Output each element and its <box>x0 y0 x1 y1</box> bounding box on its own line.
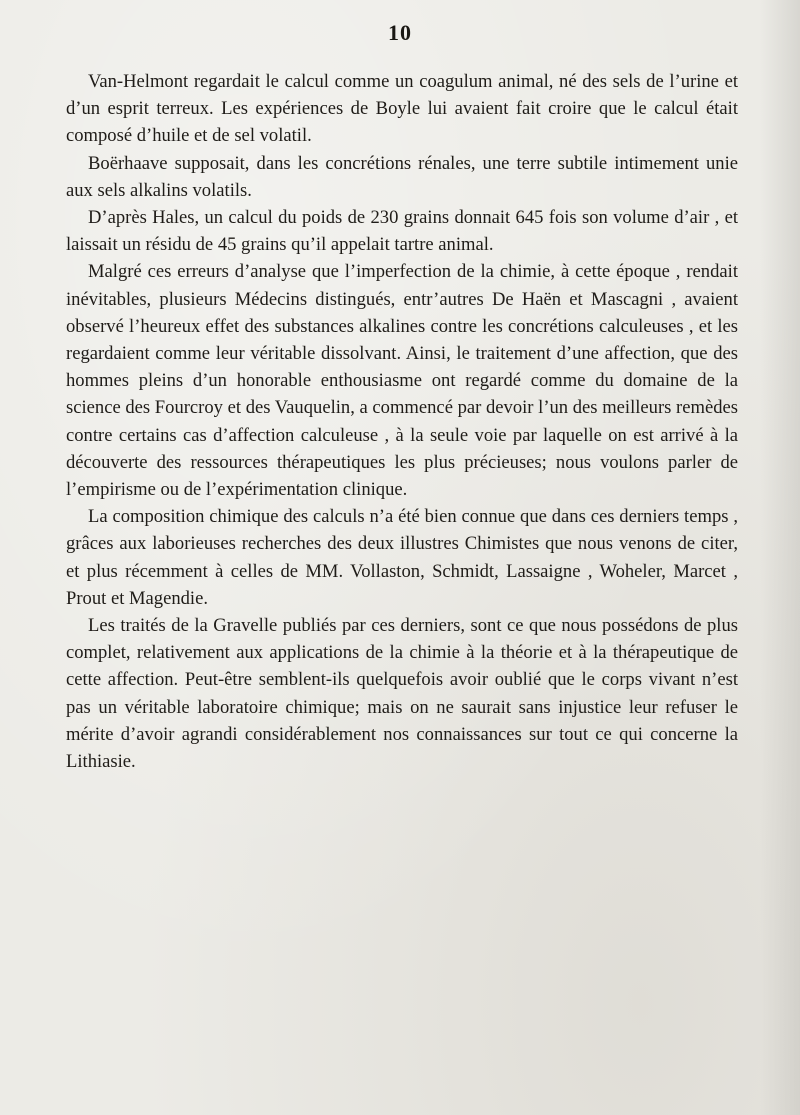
body-text <box>66 68 738 775</box>
paragraph-composition: La composition chimique des calculs n’a été bien connue que dans ces derniers temps , grâces aux laborieuses recherches des deux illustres Chimistes que nous venons de citer, et plus récemment à celles de MM. Vollaston, Schmidt, Lassaigne , Woheler, Marcet , Prout et Magendie. <box>66 506 738 609</box>
paragraph-boerhaave: Boërhaave supposait, dans les concrétions rénales, une terre subtile intimement unie aux sels alkalins volatils. <box>66 152 738 201</box>
paragraph-hales: D’après Hales, un calcul du poids de 230 grains donnait 645 fois son volume d’air , et laissait un résidu de 45 grains qu’il appelait tartre animal. <box>66 207 738 256</box>
paragraph-van-helmont: Van-Helmont regardait le calcul comme un coagulum animal, né des sels de l’urine et d’un esprit terreux. Les expériences de Boyle lui avaient fait croire que le calcul était composé d’huile et de sel volatil. <box>66 71 738 147</box>
page-number: 10 <box>388 20 412 45</box>
paragraph-malgre: Malgré ces erreurs d’analyse que l’imperfection de la chimie, à cette époque , rendait inévitables, plusieurs Médecins distingués, entr’autres De Haën et Mascagni , avaient observé l’heureux effet des substances alkalines contre les concrétions calculeuses , et les regardaient comme leur véritable dissolvant. Ainsi, le traitement d’une affection, que des hommes pleins d’un honorable enthousiasme ont regardé comme du domaine de la science des Fourcroy et des Vauquelin, a commencé par devoir l’un des meilleurs remèdes contre certains cas d’affection calculeuse , à la seule voie par laquelle on est arrivé à la découverte des ressources thérapeutiques les plus précieuses; nous voulons parler de l’empirisme ou de l’expérimentation clinique. <box>66 261 738 501</box>
paragraph-traites: Les traités de la Gravelle publiés par ces derniers, sont ce que nous possédons de plus complet, relativement aux applications de la chimie à la théorie et à la thérapeutique de cette affection. Peut-être semblent-ils quelquefois avoir oublié que le corps vivant n’est pas un véritable laboratoire chimique; mais on ne saurait sans injustice leur refuser le mérite d’avoir agrandi considérablement nos connaissances sur tout ce qui concerne la Lithiasie. <box>66 615 738 773</box>
page-edge-shadow <box>760 0 800 1115</box>
